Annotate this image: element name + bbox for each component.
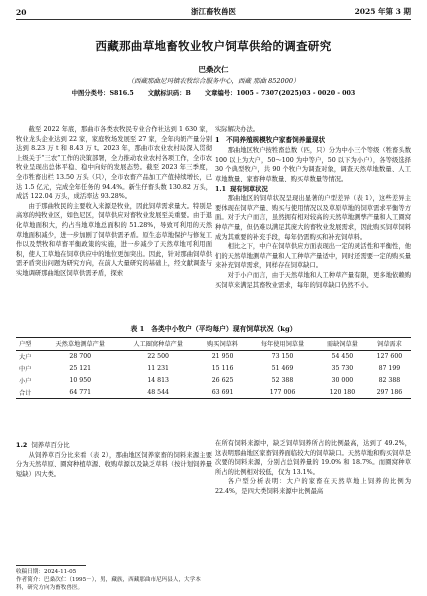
- table-cell: 82 388: [378, 376, 401, 384]
- subsection-number: 1.1: [215, 185, 226, 193]
- forage-table: [16, 337, 411, 399]
- column-header: 户型: [19, 341, 32, 349]
- body-paragraph: 在所有饲料来源中，缺乏饲草饲养所占的比例最高，达到了 49.2%，这表明那曲地区家畜饲养面临较大的饲草缺口。天然草地和购买饲草是次要的饲料来源，分别占总饲养量的 19.0% 和 18.7%。而圈窝种草所占的比例相对较低，仅为 13.1%。: [215, 440, 411, 476]
- body-paragraph: 各户型分析表明：大户的家畜在天然草地上饲养的比例为 22.4%，是四大类饲料来源中比例最高: [215, 478, 411, 495]
- subsection-title: 现有饲草状况: [229, 185, 268, 193]
- right-column-top: [215, 125, 411, 290]
- table-cell: 297 186: [376, 388, 403, 396]
- table-cell: 48 544: [147, 388, 169, 396]
- issue-label: 2025 年第 3 期: [354, 7, 411, 16]
- header-rule: [16, 19, 411, 20]
- table-cell: 30 000: [331, 376, 354, 384]
- article-number: 文章编号：1005 - 7307(2025)03 - 0020 - 003: [204, 90, 356, 97]
- classification-line: [16, 88, 411, 97]
- section-heading: 1 不同养殖规模牧户家畜饲养量现状: [215, 135, 326, 144]
- row-label: 中户: [19, 365, 32, 373]
- table-cell: 10 950: [69, 376, 92, 384]
- table-caption: 表 1 各类中小牧户（平均每户）现有饲草状况（kg）: [130, 325, 297, 333]
- column-header: 饲草需求: [377, 341, 402, 349]
- article-title: 西藏那曲草地畜牧业牧户饲草供给的调查研究: [95, 39, 332, 53]
- table-cell: 28 700: [69, 353, 92, 361]
- table-cell: 21 950: [211, 353, 234, 361]
- subsection-heading: [215, 185, 411, 195]
- table-row: [16, 350, 411, 362]
- table-cell: 15 116: [211, 364, 234, 372]
- journal-name: 浙江畜牧兽医: [191, 7, 236, 16]
- table-cell: 52 388: [271, 376, 294, 384]
- table-cell: 120 180: [329, 388, 356, 396]
- left-column-top: [16, 125, 212, 279]
- table-cell: 64 771: [69, 388, 92, 396]
- column-header: 购买饲草料: [207, 341, 239, 349]
- body-paragraph: 相比之下，中户在饲草供应方面表现出一定的灵活性和平衡性，他们的天然草地测草产量和人工种草产量适中，同时还需要一定的购买量来补充饲草需求，同样存在饲草缺口。: [215, 243, 411, 270]
- body-paragraph: 那曲地区牧户按牲畜总数（匹，只）分为中小三个等级（牲畜头数 100 以上为大户，50～100 为中等户，50 以下为小户），各等级选择 30 个典型牧户，共 90 个牧户为调查对象，调查天然草地数量、人工草地数量、家畜种草数量、购买草数量等情况。: [215, 147, 411, 183]
- table-cell: 177 006: [269, 388, 296, 396]
- row-label: 合计: [19, 389, 32, 397]
- body-paragraph: 由于那曲牧民的主要收入来源是牧业，因此饲草需求量大。特别是高寒的纯牧业区，如色尼区，饲草供应对畜牧业发展至关重要。由于退化草地面积大，约占当地草地总面积的 51.28%，导致可利用的天然草地面积减少，进一步加剧了饲草供需矛盾。原生态草地保护与修复工作以及禁牧和草畜平衡政策的实施，进一步减少了天然草地可利用面积，使人工草地在饲草供应中的地位更加突出。因此，针对那曲饲草供需矛盾突出问题为研究方向，在前人大量研究的基础上，经文献调查与实地调研那曲地区饲草供需矛盾，探索: [16, 202, 212, 277]
- table-body: [16, 350, 411, 398]
- footnote-rule: [16, 565, 86, 566]
- body-paragraph: 对于小户而言，由于天然草地和人工种草产量有限，更多地依赖购买饲草来满足其畜牧业需求，每年的饲草缺口仍然不小。: [215, 271, 411, 289]
- body-paragraph: 那曲地区的饲草状况呈现出显著的户型差异（表 1），这些差异主要体现在饲草产量、购买与使用情况以及草原草地的饲草需求平衡等方面。对于大户而言，虽然拥有相对较高的天然草地测孳产量和人工圈窝种草产量，但仍难以满足其庞大的畜牧业发展需求，因此购买饲草饲料成为其重要的补充手段，每年仍需购买和补充饲草料。: [215, 195, 411, 241]
- author-name: 巴桑次仁: [198, 65, 229, 74]
- document-code: 文献标识码：B: [147, 90, 191, 97]
- table-cell: 11 231: [147, 364, 169, 372]
- subsection-heading: [16, 441, 212, 451]
- left-column-bottom: [16, 439, 212, 479]
- body-paragraph: 从饲养草百分比来看（表 2），那曲地区饲养家畜的饲料来源主要分为天然草原、圈窝种植草源、收购草源以及缺乏草料（按计划饲养量短缺）四大类。: [16, 451, 212, 478]
- right-column-bottom: [215, 439, 411, 497]
- table-cell: 22 500: [147, 353, 169, 361]
- column-header: 人工圈窝种草产量: [133, 341, 183, 349]
- table-cell: 63 691: [211, 388, 234, 396]
- subsection-title: 饲养草百分比: [31, 441, 70, 449]
- table-cell: 26 625: [211, 376, 234, 384]
- row-label: 大户: [19, 354, 32, 362]
- table-cell: 14 813: [147, 376, 169, 384]
- body-paragraph: 截至 2022 年底，那曲市各类农牧民专业合作社达到 1 630 家，牧业龙头企业达到 22 家，家庭牧场发展至 27 家，全年肉奶产量分别达到 8.23 万 t 和 8.43 万 t。2023 年，那曲市农业农村局深入贯彻上级关于“三农”工作的决策部署，全力推动农业农村各项工作，全市农牧业呈现出总体平稳、稳中向好的发展态势。截至 2023 年三季度，全市牲畜出栏 13.50 万头（只），全市农畜产品加工产值持续增长，已达 1.5 亿元，完成全年任务的 94.4%。新生仔畜头数 130.82 万头，成活 122.04 万头，成活率达 93.28%。: [16, 126, 212, 201]
- table-cell: 127 600: [376, 353, 403, 361]
- author-affiliation: （西藏那曲尼玛镇农牧综合服务中心，西藏 那曲 852000）: [127, 77, 300, 85]
- table-header-row: [16, 338, 411, 351]
- table-cell: 73 150: [271, 353, 294, 361]
- received-date: 收稿日期：2024-11-05: [16, 569, 77, 575]
- table-row: [16, 363, 411, 375]
- table-cell: 87 199: [378, 364, 401, 372]
- table-row: [16, 386, 411, 398]
- table-cell: 54 450: [331, 353, 354, 361]
- page-header: [16, 3, 411, 17]
- table-cell: 25 121: [69, 364, 92, 372]
- body-paragraph: 实际解决办法。: [215, 126, 260, 133]
- subsection-number: 1.2: [16, 441, 28, 449]
- row-label: 小户: [19, 377, 32, 385]
- column-header: 需缺饲草量: [326, 341, 358, 349]
- author-bio: 作者简介：巴桑次仁（1995－），男，藏族，西藏那曲市尼玛县人，大学本科，研究方向为畜牧兽医。: [16, 577, 201, 591]
- table-cell: 51 469: [271, 364, 294, 372]
- table-row: [16, 374, 411, 386]
- column-header: 天然草地测草产量: [55, 341, 105, 349]
- clc-number: 中图分类号：S816.5: [71, 90, 134, 97]
- table-cell: 35 730: [331, 364, 354, 372]
- column-header: 每年使用饲草量: [260, 341, 305, 349]
- page-number: 20: [16, 8, 27, 17]
